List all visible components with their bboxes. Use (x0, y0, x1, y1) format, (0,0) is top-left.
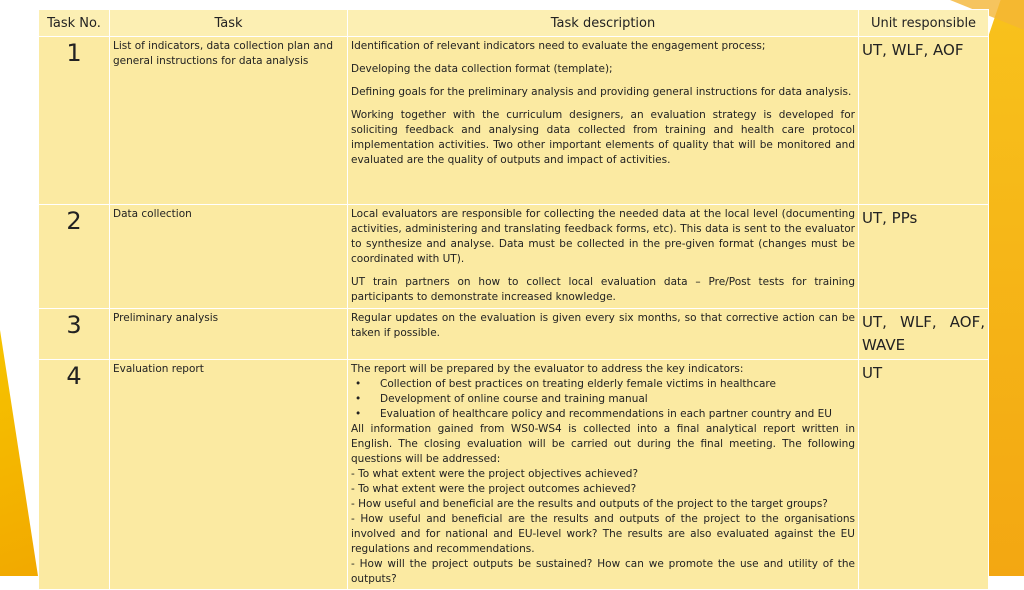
task-name: Preliminary analysis (110, 309, 348, 360)
bullet-item: • Collection of best practices on treating elderly female victims in healthcare (351, 377, 855, 392)
unit-responsible: UT, WLF, AOF (859, 37, 989, 205)
decorative-yellow-triangle-left (0, 330, 38, 576)
table-header-row (39, 10, 989, 37)
description-paragraph: UT train partners on how to collect local evaluation data – Pre/Post tests for training participants to demonstrate increased knowledge. (351, 276, 855, 303)
description-paragraph: Developing the data collection format (template); (351, 63, 613, 75)
header-task-no: Task No. (39, 10, 110, 37)
table-row (39, 309, 989, 360)
task-name: Data collection (110, 205, 348, 309)
unit-responsible: UT (859, 360, 989, 590)
task-number: 3 (39, 309, 110, 360)
table-row (39, 37, 989, 205)
task-description (348, 309, 859, 360)
bullet-list (351, 377, 855, 422)
task-description (348, 360, 859, 590)
question-item: - To what extent were the project objectives achieved? (351, 468, 639, 480)
task-name: Evaluation report (110, 360, 348, 590)
description-paragraph: Identification of relevant indicators need to evaluate the engagement process; (351, 40, 766, 52)
task-name: List of indicators, data collection plan and general instructions for data analysis (110, 37, 348, 205)
task-description (348, 205, 859, 309)
header-unit-responsible: Unit responsible (859, 10, 989, 37)
header-task-description: Task description (348, 10, 859, 37)
bullet-item: • Development of online course and training manual (351, 392, 855, 407)
description-paragraph: Regular updates on the evaluation is given every six months, so that corrective action can be taken if possible. (351, 312, 855, 339)
header-task: Task (110, 10, 348, 37)
unit-responsible: UT, WLF, AOF, WAVE (859, 309, 989, 360)
question-item: - To what extent were the project outcomes achieved? (351, 483, 637, 495)
description-paragraph: Local evaluators are responsible for collecting the needed data at the local level (documenting activities, administering and translating feedback forms, etc). This data is sent to the evaluator to synthesize and analyse. Data must be collected in the pre-given format (changes must be coordinated with UT). (351, 208, 855, 265)
question-item: - How useful and beneficial are the results and outputs of the project to the organisations involved and for national and EU-level work? The results are also evaluated against the EU regulations and recommendations. (351, 513, 855, 555)
description-paragraph: Defining goals for the preliminary analysis and providing general instructions for data analysis. (351, 86, 852, 98)
description-intro: The report will be prepared by the evaluator to address the key indicators: (351, 363, 744, 375)
table-row (39, 360, 989, 590)
table-row (39, 205, 989, 309)
decorative-yellow-band-right (985, 0, 1024, 576)
task-number: 4 (39, 360, 110, 590)
task-number: 1 (39, 37, 110, 205)
question-item: - How useful and beneficial are the results and outputs of the project to the target groups? (351, 498, 828, 510)
description-paragraph: Working together with the curriculum designers, an evaluation strategy is developed for soliciting feedback and analysing data collected from training and health care protocol implementation activities. Two other important elements of quality that will be monitored and evaluated are the quality of outputs and impact of activities. (351, 109, 855, 166)
description-body: All information gained from WS0-WS4 is collected into a final analytical report written in English. The closing evaluation will be carried out during the final meeting. The following questions will be addressed: (351, 423, 855, 465)
question-item: - How will the project outputs be sustained? How can we promote the use and utility of the outputs? (351, 558, 855, 585)
bullet-item: • Evaluation of healthcare policy and recommendations in each partner country and EU (351, 407, 855, 422)
task-table (38, 9, 989, 590)
unit-responsible: UT, PPs (859, 205, 989, 309)
task-number: 2 (39, 205, 110, 309)
task-description (348, 37, 859, 205)
